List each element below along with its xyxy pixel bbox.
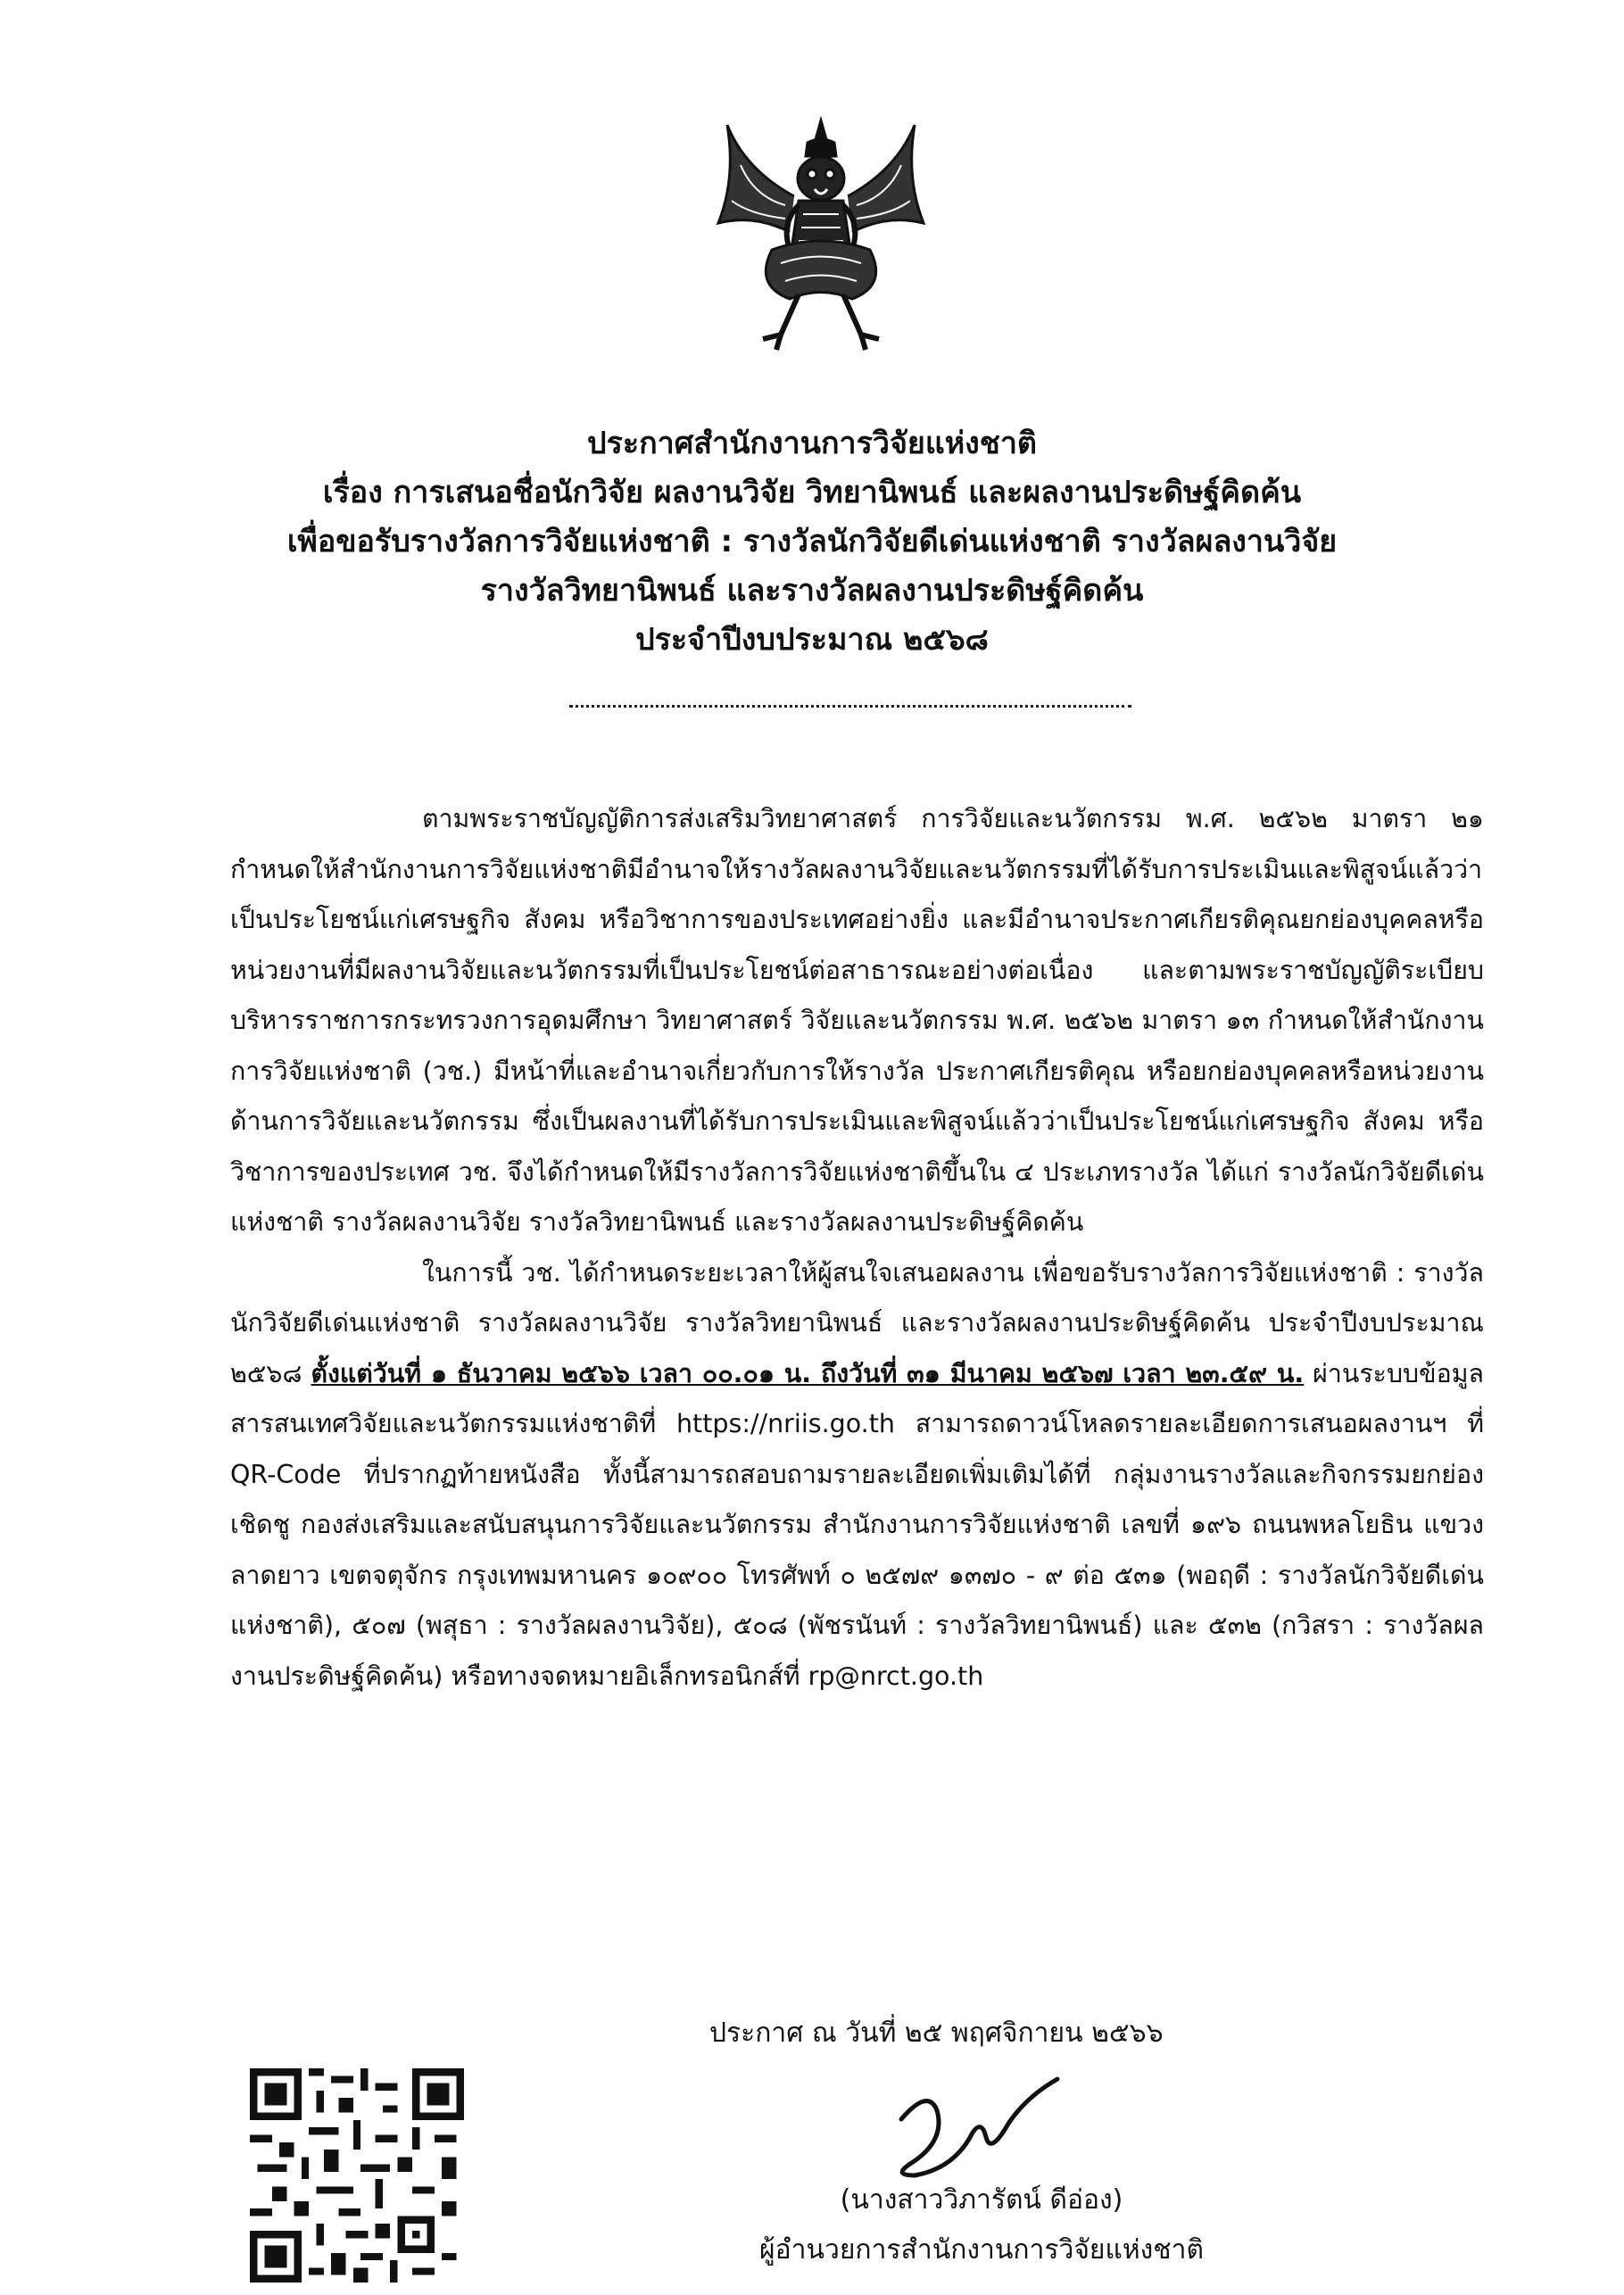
title-line-2: เรื่อง การเสนอชื่อนักวิจัย ผลงานวิจัย วิทยานิพนธ์ และผลงานประดิษฐ์คิดค้น [322, 475, 1302, 510]
document-title [205, 419, 1419, 665]
dotted-divider [569, 705, 1131, 708]
title-line-1: ประกาศสำนักงานการวิจัยแห่งชาติ [586, 426, 1038, 461]
paragraph-2-details: ผ่านระบบข้อมูลสารสนเทศวิจัยและนวัตกรรมแห่งชาติที่ https://nriis.go.th สามารถดาวน์โหลดรายละเอียดการเสนอผลงานฯ ที่ QR-Code ที่ปรากฏท้ายหนังสือ ทั้งนี้สามารถสอบถามรายละเอียดเพิ่มเติมได้ที่ กลุ่มงานรางวัลและกิจกรรมยกย่องเชิดชู กองส่งเสริมและสนับสนุนการวิจัยและนวัตกรรม สำนักงานการวิจัยแห่งชาติ เลขที่ ๑๙๖ ถนนพหลโยธิน แขวงลาดยาว เขตจตุจักร กรุงเทพมหานคร ๑๐๙๐๐ โทรศัพท์ ๐ ๒๕๗๙ ๑๓๗๐ - ๙ ต่อ ๕๓๑ (พอฤดี : รางวัลนักวิจัยดีเด่นแห่งชาติ), ๕๐๗ (พสุธา : รางวัลผลงานวิจัย), ๕๐๘ (พัชรนันท์ : รางวัลวิทยานิพนธ์) และ ๕๓๒ (กวิสรา : รางวัลผลงานประดิษฐ์คิดค้น) หรือทางจดหมายอิเล็กทรอนิกส์ที่ rp@nrct.go.th [230, 1358, 1484, 1691]
paragraph-2-intro: ในการนี้ วช. ได้กำหนดระยะเวลาให้ผู้สนใจเสนอผลงาน เพื่อขอรับรางวัลการวิจัยแห่งชาติ : รางวัลนักวิจัยดีเด่นแห่งชาติ รางวัลผลงานวิจัย รางวัลวิทยานิพนธ์ และรางวัลผลงานประดิษฐ์คิดค้น ประจำปีงบประมาณ ๒๕๖๘ [230, 1257, 1484, 1388]
announce-date: ประกาศ ณ วันที่ ๒๕ พฤศจิกายน ๒๕๖๖ [709, 2017, 1164, 2049]
title-line-5: ประจำปีงบประมาณ ๒๕๖๘ [635, 622, 989, 658]
garuda-emblem-icon [709, 116, 932, 357]
handwritten-signature [874, 2070, 1071, 2186]
signer-title: ผู้อำนวยการสำนักงานการวิจัยแห่งชาติ [759, 2234, 1204, 2266]
announcement-body [230, 794, 1484, 1702]
title-line-3: เพื่อขอรับรางวัลการวิจัยแห่งชาติ : รางวัลนักวิจัยดีเด่นแห่งชาติ รางวัลผลงานวิจัย [286, 524, 1338, 559]
qr-code-icon[interactable] [250, 2068, 464, 2283]
paragraph-1: ตามพระราชบัญญัติการส่งเสริมวิทยาศาสตร์ การวิจัยและนวัตกรรม พ.ศ. ๒๕๖๒ มาตรา ๒๑ กำหนดให้สำนักงานการวิจัยแห่งชาติมีอำนาจให้รางวัลผลงานวิจัยและนวัตกรรมที่ได้รับการประเมินและพิสูจน์แล้วว่าเป็นประโยชน์แก่เศรษฐกิจ สังคม หรือวิชาการของประเทศอย่างยิ่ง และมีอำนาจประกาศเกียรติคุณยกย่องบุคคลหรือหน่วยงานที่มีผลงานวิจัยและนวัตกรรมที่เป็นประโยชน์ต่อสาธารณะอย่างต่อเนื่อง และตามพระราชบัญญัติระเบียบบริหารราชการกระทรวงการอุดมศึกษา วิทยาศาสตร์ วิจัยและนวัตกรรม พ.ศ. ๒๕๖๒ มาตรา ๑๓ กำหนดให้สำนักงานการวิจัยแห่งชาติ (วช.) มีหน้าที่และอำนาจเกี่ยวกับการให้รางวัล ประกาศเกียรติคุณ หรือยกย่องบุคคลหรือหน่วยงานด้านการวิจัยและนวัตกรรม ซึ่งเป็นผลงานที่ได้รับการประเมินและพิสูจน์แล้วว่าเป็นประโยชน์แก่เศรษฐกิจ สังคม หรือวิชาการของประเทศ วช. จึงได้กำหนดให้มีรางวัลการวิจัยแห่งชาติขึ้นใน ๔ ประเภทรางวัล ได้แก่ รางวัลนักวิจัยดีเด่นแห่งชาติ รางวัลผลงานวิจัย รางวัลวิทยานิพนธ์ และรางวัลผลงานประดิษฐ์คิดค้น [230, 804, 1484, 1237]
submission-period: ตั้งแต่วันที่ ๑ ธันวาคม ๒๕๖๖ เวลา ๐๐.๐๑ น. ถึงวันที่ ๓๑ มีนาคม ๒๕๖๗ เวลา ๒๓.๕๙ น. [311, 1358, 1305, 1388]
title-line-4: รางวัลวิทยานิพนธ์ และรางวัลผลงานประดิษฐ์คิดค้น [480, 573, 1144, 609]
signer-name: (นางสาววิภารัตน์ ดีอ่อง) [840, 2184, 1123, 2216]
paragraph-2 [230, 1248, 1484, 1703]
